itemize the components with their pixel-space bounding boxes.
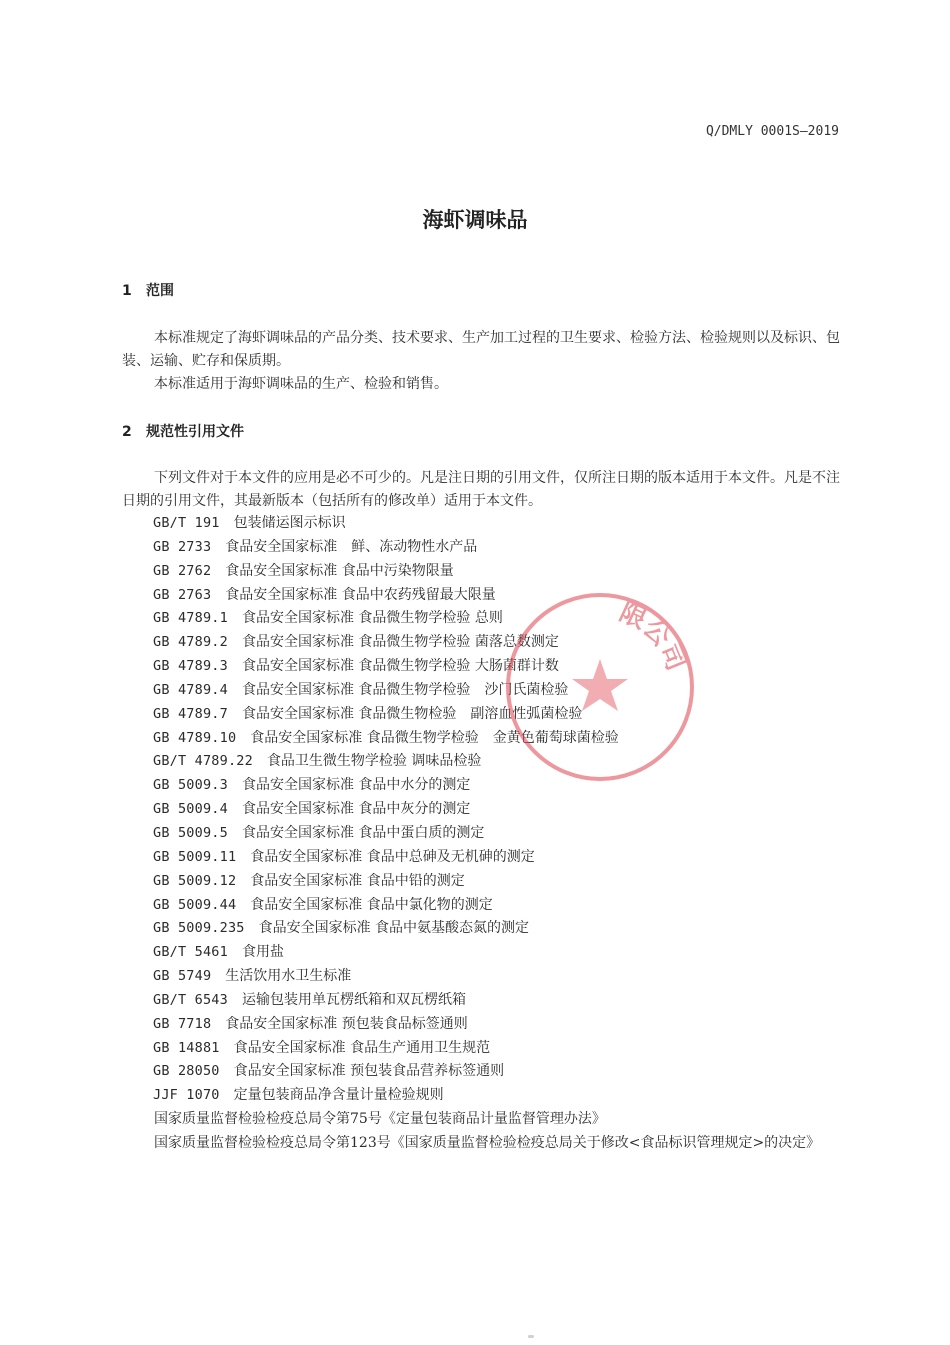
reference-code: GB 5009.3 <box>153 777 228 794</box>
reference-code: GB 28050 <box>153 1063 220 1080</box>
reference-code: GB 5749 <box>153 968 212 985</box>
reference-item <box>153 941 853 965</box>
reference-title: 食品安全国家标准 食品中水分的测定 <box>241 777 471 794</box>
seal-text: 限公司 <box>614 597 691 676</box>
reference-code: GB 4789.7 <box>153 705 228 722</box>
reference-code: GB 4789.1 <box>153 610 228 627</box>
reference-code: GB 4789.3 <box>153 658 228 675</box>
reference-item <box>153 536 853 560</box>
reference-title: 食品安全国家标准 食品微生物学检验 沙门氏菌检验 <box>241 681 569 698</box>
reference-code: GB/T 5461 <box>153 944 228 961</box>
reference-item <box>153 631 853 655</box>
reference-item <box>153 560 853 584</box>
reference-title: 食品安全国家标准 预包装食品营养标签通则 <box>233 1063 505 1080</box>
reference-title: 食用盐 <box>241 944 284 961</box>
reference-code: GB/T 6543 <box>153 991 228 1008</box>
reference-item <box>153 798 853 822</box>
scope-paragraph-1: 本标准规定了海虾调味品的产品分类、技术要求、生产加工过程的卫生要求、检验方法、检验规则以及标识、包装、运输、贮存和保质期。 <box>122 330 840 369</box>
reference-code: GB 5009.5 <box>153 824 228 841</box>
reference-title: 食品安全国家标准 预包装食品标签通则 <box>225 1015 468 1032</box>
reference-item <box>153 870 853 894</box>
reference-code: GB 14881 <box>153 1039 220 1056</box>
reference-title: 食品安全国家标准 食品中总砷及无机砷的测定 <box>250 848 535 865</box>
reference-item <box>153 1013 853 1037</box>
reference-code: GB/T 191 <box>153 515 220 531</box>
reference-code: GB 5009.11 <box>153 848 237 865</box>
reference-title: 食品安全国家标准 食品微生物检验 副溶血性弧菌检验 <box>241 705 583 722</box>
section-number: 2 <box>122 424 132 440</box>
reference-title: 食品卫生微生物学检验 调味品检验 <box>266 753 482 770</box>
reference-code: GB 5009.4 <box>153 801 228 818</box>
reference-title: 运输包装用单瓦楞纸箱和双瓦楞纸箱 <box>241 991 466 1008</box>
reference-code: GB 4789.10 <box>153 729 237 746</box>
reference-code: JJF 1070 <box>153 1087 220 1104</box>
reference-title: 食品安全国家标准 食品中污染物限量 <box>225 562 454 579</box>
reference-list <box>153 512 853 1108</box>
reference-code: GB 4789.2 <box>153 634 228 651</box>
section-heading-references <box>122 421 244 441</box>
reference-item <box>153 894 853 918</box>
section-heading-scope <box>122 280 174 300</box>
reference-title: 定量包装商品净含量计量检验规则 <box>233 1087 444 1104</box>
reference-item <box>153 655 853 679</box>
decree-item: 国家质量监督检验检疫总局令第123号《国家质量监督检验检疫总局关于修改<食品标识管理规定>的决定》 <box>154 1134 821 1151</box>
reference-item <box>153 584 853 608</box>
scan-mark <box>528 1335 534 1338</box>
reference-title: 食品安全国家标准 食品微生物学检验 总则 <box>241 610 503 627</box>
references-intro: 下列文件对于本文件的应用是必不可少的。凡是注日期的引用文件，仅所注日期的版本适用于本文件。凡是不注日期的引用文件，其最新版本（包括所有的修改单）适用于本文件。 <box>122 470 840 509</box>
reference-title: 食品安全国家标准 食品微生物学检验 菌落总数测定 <box>241 634 559 651</box>
reference-title: 生活饮用水卫生标准 <box>225 968 352 985</box>
reference-item <box>153 512 853 536</box>
reference-code: GB 4789.4 <box>153 681 228 698</box>
reference-code: GB 5009.235 <box>153 920 245 937</box>
section-title: 规范性引用文件 <box>146 424 244 440</box>
standard-code: Q/DMLY 0001S—2019 <box>705 124 839 139</box>
reference-item <box>153 703 853 727</box>
reference-title: 食品安全国家标准 食品微生物学检验 大肠菌群计数 <box>241 658 559 675</box>
reference-code: GB/T 4789.22 <box>153 753 253 770</box>
reference-code: GB 2762 <box>153 562 212 579</box>
reference-item <box>153 750 853 774</box>
reference-item <box>153 727 853 751</box>
reference-code: GB 2733 <box>153 538 212 555</box>
reference-code: GB 7718 <box>153 1015 212 1032</box>
reference-item <box>153 989 853 1013</box>
reference-item <box>153 1037 853 1061</box>
reference-title: 食品安全国家标准 食品微生物学检验 金黄色葡萄球菌检验 <box>250 729 619 746</box>
reference-item <box>153 1060 853 1084</box>
reference-title: 食品安全国家标准 鲜、冻动物性水产品 <box>225 538 478 555</box>
reference-item <box>153 774 853 798</box>
reference-item <box>153 846 853 870</box>
reference-title: 食品安全国家标准 食品中氯化物的测定 <box>250 896 493 913</box>
reference-title: 食品安全国家标准 食品中蛋白质的测定 <box>241 824 485 841</box>
reference-item <box>153 679 853 703</box>
section-number: 1 <box>122 283 132 299</box>
decree-list <box>122 1108 840 1155</box>
reference-item <box>153 607 853 631</box>
reference-title: 食品安全国家标准 食品中铅的测定 <box>250 872 465 889</box>
reference-code: GB 5009.12 <box>153 872 237 889</box>
reference-item <box>153 965 853 989</box>
reference-title: 食品安全国家标准 食品中氨基酸态氮的测定 <box>258 920 530 937</box>
reference-title: 食品安全国家标准 食品中灰分的测定 <box>241 801 471 818</box>
reference-item <box>153 1084 853 1108</box>
reference-item <box>153 822 853 846</box>
reference-code: GB 5009.44 <box>153 896 237 913</box>
section-title: 范围 <box>146 283 174 299</box>
reference-title: 食品安全国家标准 食品生产通用卫生规范 <box>233 1039 491 1056</box>
reference-item <box>153 917 853 941</box>
reference-code: GB 2763 <box>153 586 212 603</box>
scope-paragraph-2: 本标准适用于海虾调味品的生产、检验和销售。 <box>154 376 448 392</box>
reference-title: 包装储运图示标识 <box>233 515 346 531</box>
reference-title: 食品安全国家标准 食品中农药残留最大限量 <box>225 586 496 603</box>
decree-item: 国家质量监督检验检疫总局令第75号《定量包装商品计量监督管理办法》 <box>154 1111 606 1127</box>
document-title: 海虾调味品 <box>422 208 528 232</box>
